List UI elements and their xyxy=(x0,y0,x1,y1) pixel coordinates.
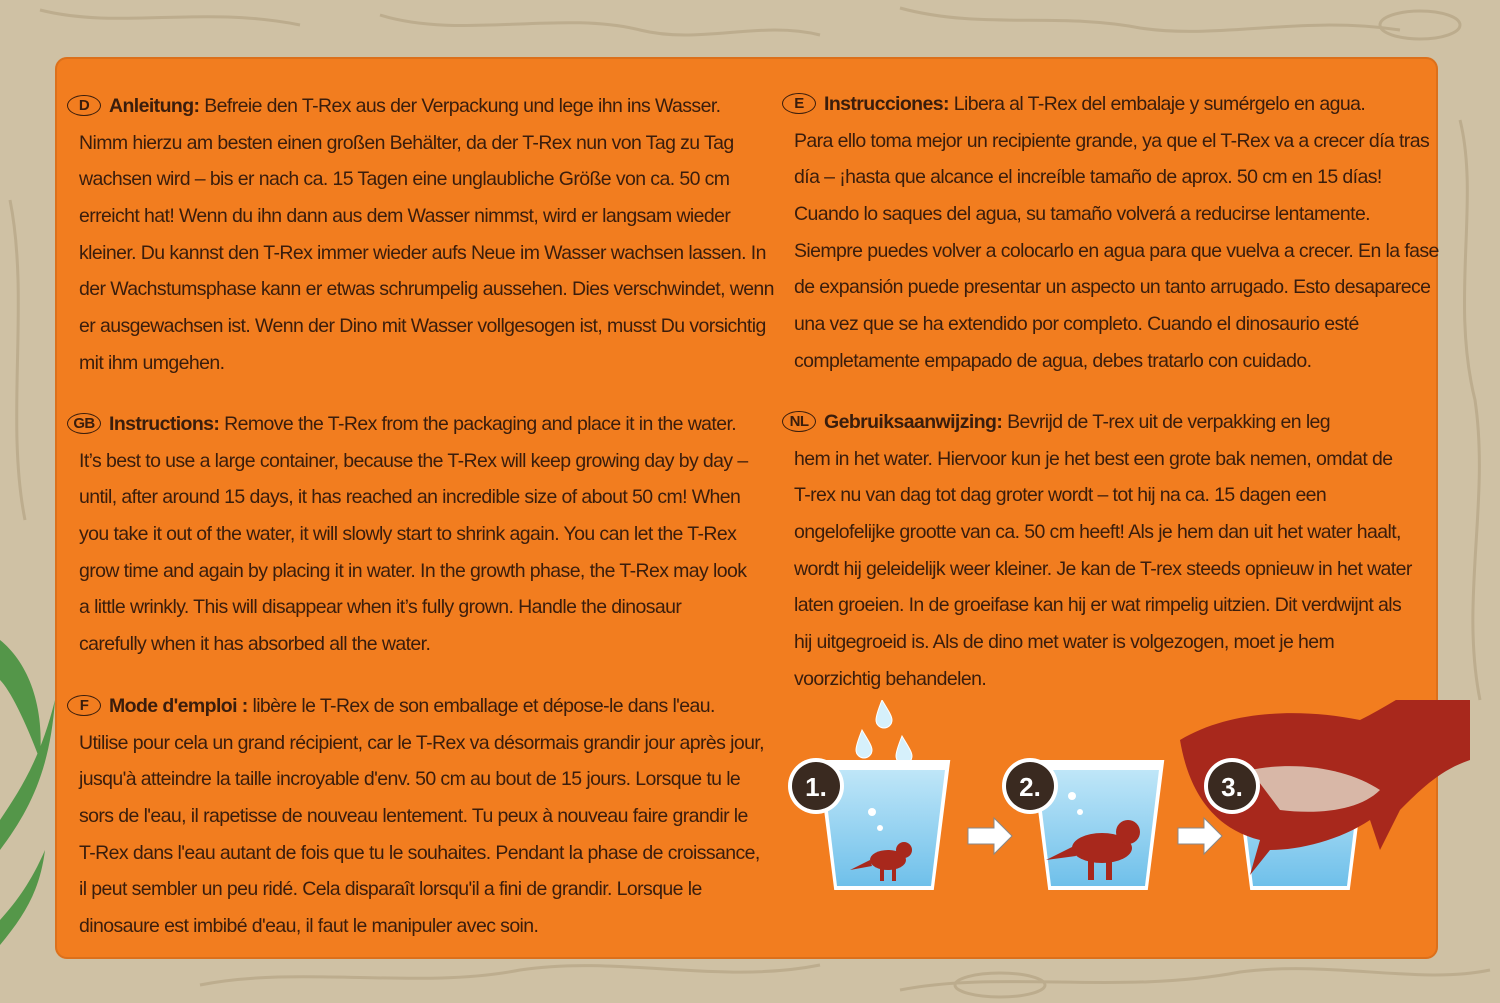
language-badge-nl: NL xyxy=(782,411,816,432)
section-de xyxy=(78,88,774,382)
section-de-line: Nimm hierzu am besten einen großen Behälter, da der T-Rex nun von Tag zu Tag xyxy=(79,131,734,154)
section-nl-first-line xyxy=(782,404,1424,441)
language-badge-gb: GB xyxy=(67,413,101,434)
section-es xyxy=(794,86,1439,380)
water-drops-icon xyxy=(856,700,912,764)
step-number-3: 3. xyxy=(1221,772,1243,802)
section-de-line: erreicht hat! Wenn du ihn dann aus dem Wasser nimmst, wird er langsam wieder xyxy=(79,205,731,228)
section-nl-line: wordt hij geleidelijk weer kleiner. Je kan de T-rex steeds opnieuw in het water xyxy=(794,557,1412,580)
step-number-2: 2. xyxy=(1019,772,1041,802)
section-es-line: Cuando lo saques del agua, su tamaño volverá a reducirse lentamente. xyxy=(794,203,1371,226)
section-nl-heading: Gebruiksaanwijzing: xyxy=(824,411,1003,433)
section-gb-line: grow time and again by placing it in water. In the growth phase, the T-Rex may look xyxy=(79,559,747,582)
section-gb-line: you take it out of the water, it will slowly start to shrink again. You can let the T-Rex xyxy=(79,523,737,546)
section-fr-line: dinosaure est imbibé d'eau, il faut le manipuler avec soin. xyxy=(79,915,539,938)
section-de-first-line xyxy=(67,88,759,125)
section-es-line: día – ¡hasta que alcance el increíble tamaño de aprox. 50 cm en 15 días! xyxy=(794,166,1382,189)
arrow-right-icon xyxy=(1178,818,1222,854)
language-badge-fr: F xyxy=(67,695,101,716)
section-gb-heading: Instructions: xyxy=(109,413,220,435)
section-fr-line: T-Rex dans l'eau autant de fois que tu le souhaites. Pendant la phase de croissance, xyxy=(79,841,760,864)
step-number-1: 1. xyxy=(805,772,827,802)
section-de-line: kleiner. Du kannst den T-Rex immer wieder aufs Neue im Wasser wachsen lassen. In xyxy=(79,241,766,264)
section-gb-line: until, after around 15 days, it has reached an incredible size of about 50 cm! When xyxy=(79,486,741,509)
section-nl-line: ongelofelijke grootte van ca. 50 cm heeft! Als je hem dan uit het water haalt, xyxy=(794,521,1401,544)
section-de-line: mit ihm umgehen. xyxy=(79,351,225,374)
section-nl-line: T-rex nu van dag tot dag groter wordt – tot hij na ca. 15 dagen een xyxy=(794,484,1327,507)
arrow-right-icon xyxy=(968,818,1012,854)
section-de-line: wachsen wird – bis er nach ca. 15 Tagen eine unglaubliche Größe von ca. 50 cm xyxy=(79,168,730,191)
section-es-line: una vez que se ha extendido por completo. Cuando el dinosaurio esté xyxy=(794,313,1359,336)
section-fr-line: libère le T-Rex de son emballage et dépose-le dans l'eau. xyxy=(252,695,715,717)
section-fr-first-line xyxy=(67,688,759,725)
section-nl-line: laten groeien. In de groeifase kan hij er wat rimpelig uitzien. Dit verdwijnt als xyxy=(794,594,1402,617)
section-es-line: Libera al T-Rex del embalaje y sumérgelo en agua. xyxy=(953,93,1366,115)
section-gb-line: It’s best to use a large container, because the T-Rex will keep growing day by day – xyxy=(79,449,748,472)
section-fr-heading: Mode d'emploi : xyxy=(109,695,248,717)
section-gb-line: Remove the T-Rex from the packaging and place it in the water. xyxy=(224,413,737,435)
section-de-heading: Anleitung: xyxy=(109,95,200,117)
language-badge-es: E xyxy=(782,93,816,114)
section-gb xyxy=(73,406,759,663)
section-de-line: Befreie den T-Rex aus der Verpackung und lege ihn ins Wasser. xyxy=(204,95,721,117)
section-es-first-line xyxy=(782,86,1424,123)
section-nl-line: voorzichtig behandelen. xyxy=(794,667,987,690)
section-es-line: de expansión puede presentar un aspecto un tanto arrugado. Esto desaparece xyxy=(794,276,1431,299)
section-nl xyxy=(789,404,1424,698)
section-es-line: completamente empapado de agua, debes tratarlo con cuidado. xyxy=(794,349,1312,372)
section-fr-line: jusqu'à atteindre la taille incroyable d'env. 50 cm au bout de 15 jours. Lorsque tu le xyxy=(79,768,741,791)
section-gb-first-line xyxy=(67,406,759,443)
section-de-line: er ausgewachsen ist. Wenn der Dino mit Wasser vollgesogen ist, musst Du vorsichtig xyxy=(79,315,766,338)
section-nl-line: hem in het water. Hiervoor kun je het best een grote bak nemen, omdat de xyxy=(794,447,1393,470)
section-es-line: Para ello toma mejor un recipiente grande, ya que el T-Rex va a crecer día tras xyxy=(794,129,1430,152)
section-es-line: Siempre puedes volver a colocarlo en agua para que vuelva a crecer. En la fase xyxy=(794,239,1439,262)
section-gb-line: a little wrinkly. This will disappear when it’s fully grown. Handle the dinosaur xyxy=(79,596,682,619)
section-fr xyxy=(79,688,764,945)
section-es-heading: Instrucciones: xyxy=(824,93,949,115)
section-nl-line: Bevrijd de T-rex uit de verpakking en leg xyxy=(1007,411,1331,433)
section-nl-line: hij uitgegroeid is. Als de dino met water is volgezogen, moet je hem xyxy=(794,631,1335,654)
section-de-line: der Wachstumsphase kann er etwas schrumpelig aussehen. Dies verschwindet, wenn xyxy=(79,278,774,301)
language-badge-de: D xyxy=(67,95,101,116)
section-gb-line: carefully when it has absorbed all the water. xyxy=(79,633,431,656)
section-fr-line: il peut sembler un peu ridé. Cela disparaît lorsqu'il a fini de grandir. Lorsque le xyxy=(79,878,702,901)
section-fr-line: Utilise pour cela un grand récipient, car le T-Rex va désormais grandir jour après jour, xyxy=(79,731,764,754)
growth-steps-illustration xyxy=(780,700,1470,930)
section-fr-line: sors de l'eau, il rapetisse de nouveau lentement. Tu peux à nouveau faire grandir le xyxy=(79,805,748,828)
